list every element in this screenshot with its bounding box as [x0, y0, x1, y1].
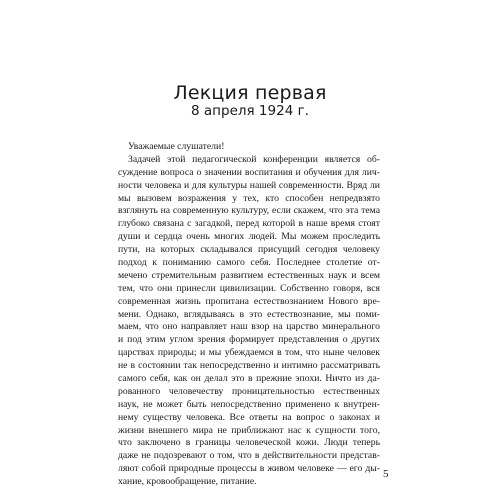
text-line: рованного человечеству проницательностью естественных [118, 385, 380, 397]
text-line: Задачей этой педагогической конференции является об- [128, 153, 380, 165]
text-line: глубоко связана с загадкой, перед которой в наше время стоят [118, 218, 380, 230]
text-line: мы вызовем возражения у тех, кто способен непредвзято [118, 192, 380, 204]
text-line: царствах природы; и мы убеждаемся в том, что ныне человек [118, 347, 380, 359]
text-line: наук, не может быть непосредственно применено к внутрен- [118, 398, 380, 410]
text-line: даже не подозревают о том, что в действительности представ- [118, 450, 380, 462]
text-line: тем, что они принесли цивилизации. Собственно говоря, вся [118, 282, 380, 294]
lecture-text [118, 141, 380, 489]
page-number: 5 [383, 468, 389, 480]
salutation: Уважаемые слушатели! [128, 141, 225, 152]
text-line: не в состоянии так непосредственно и интимно рассматривать [118, 360, 380, 372]
text-line: ности человека и для культуры нашей современности. Вряд ли [118, 179, 380, 191]
text-line: ляют собой природные процессы в живом человеке — его ды- [118, 463, 380, 475]
text-line: и под этим углом зрения формирует представления о других [118, 334, 380, 346]
text-line: что заключено в границы человеческой кожи. Люди теперь [118, 437, 380, 449]
text-line: жизни внешнего мира не приближают нас к сущности того, [118, 424, 380, 436]
text-line: мечено стремительным развитием естественных наук и всем [118, 269, 380, 281]
text-line: хание, кровообращение, питание. [118, 476, 257, 488]
text-line: суждение вопроса о значении воспитания и обучения для лич- [118, 166, 380, 178]
text-line: подход к пониманию самого себя. Последнее столетие от- [118, 257, 380, 269]
lecture-date: 8 апреля 1924 г. [191, 103, 309, 119]
text-line: современная жизнь пропитана естествознанием Нового вре- [118, 295, 380, 307]
text-line: нему существу человека. Все ответы на вопрос о законах и [118, 411, 380, 423]
text-line: самого себя, как он делал это в прежние эпохи. Ничто из да- [118, 373, 380, 385]
text-line: пути, на которых складывался присущий сегодня человеку [118, 244, 380, 256]
text-line: мени. Однако, вглядываясь в это естествознание, мы поми- [118, 308, 380, 320]
text-line: души и сердца очень многих людей. Мы можем проследить [118, 231, 380, 243]
lecture-title: Лекция первая [173, 82, 327, 104]
text-line: маем, что оно направляет наш взор на царство минерального [118, 321, 380, 333]
text-line: взглянуть на современную культуру, если скажем, что эта тема [118, 205, 380, 217]
